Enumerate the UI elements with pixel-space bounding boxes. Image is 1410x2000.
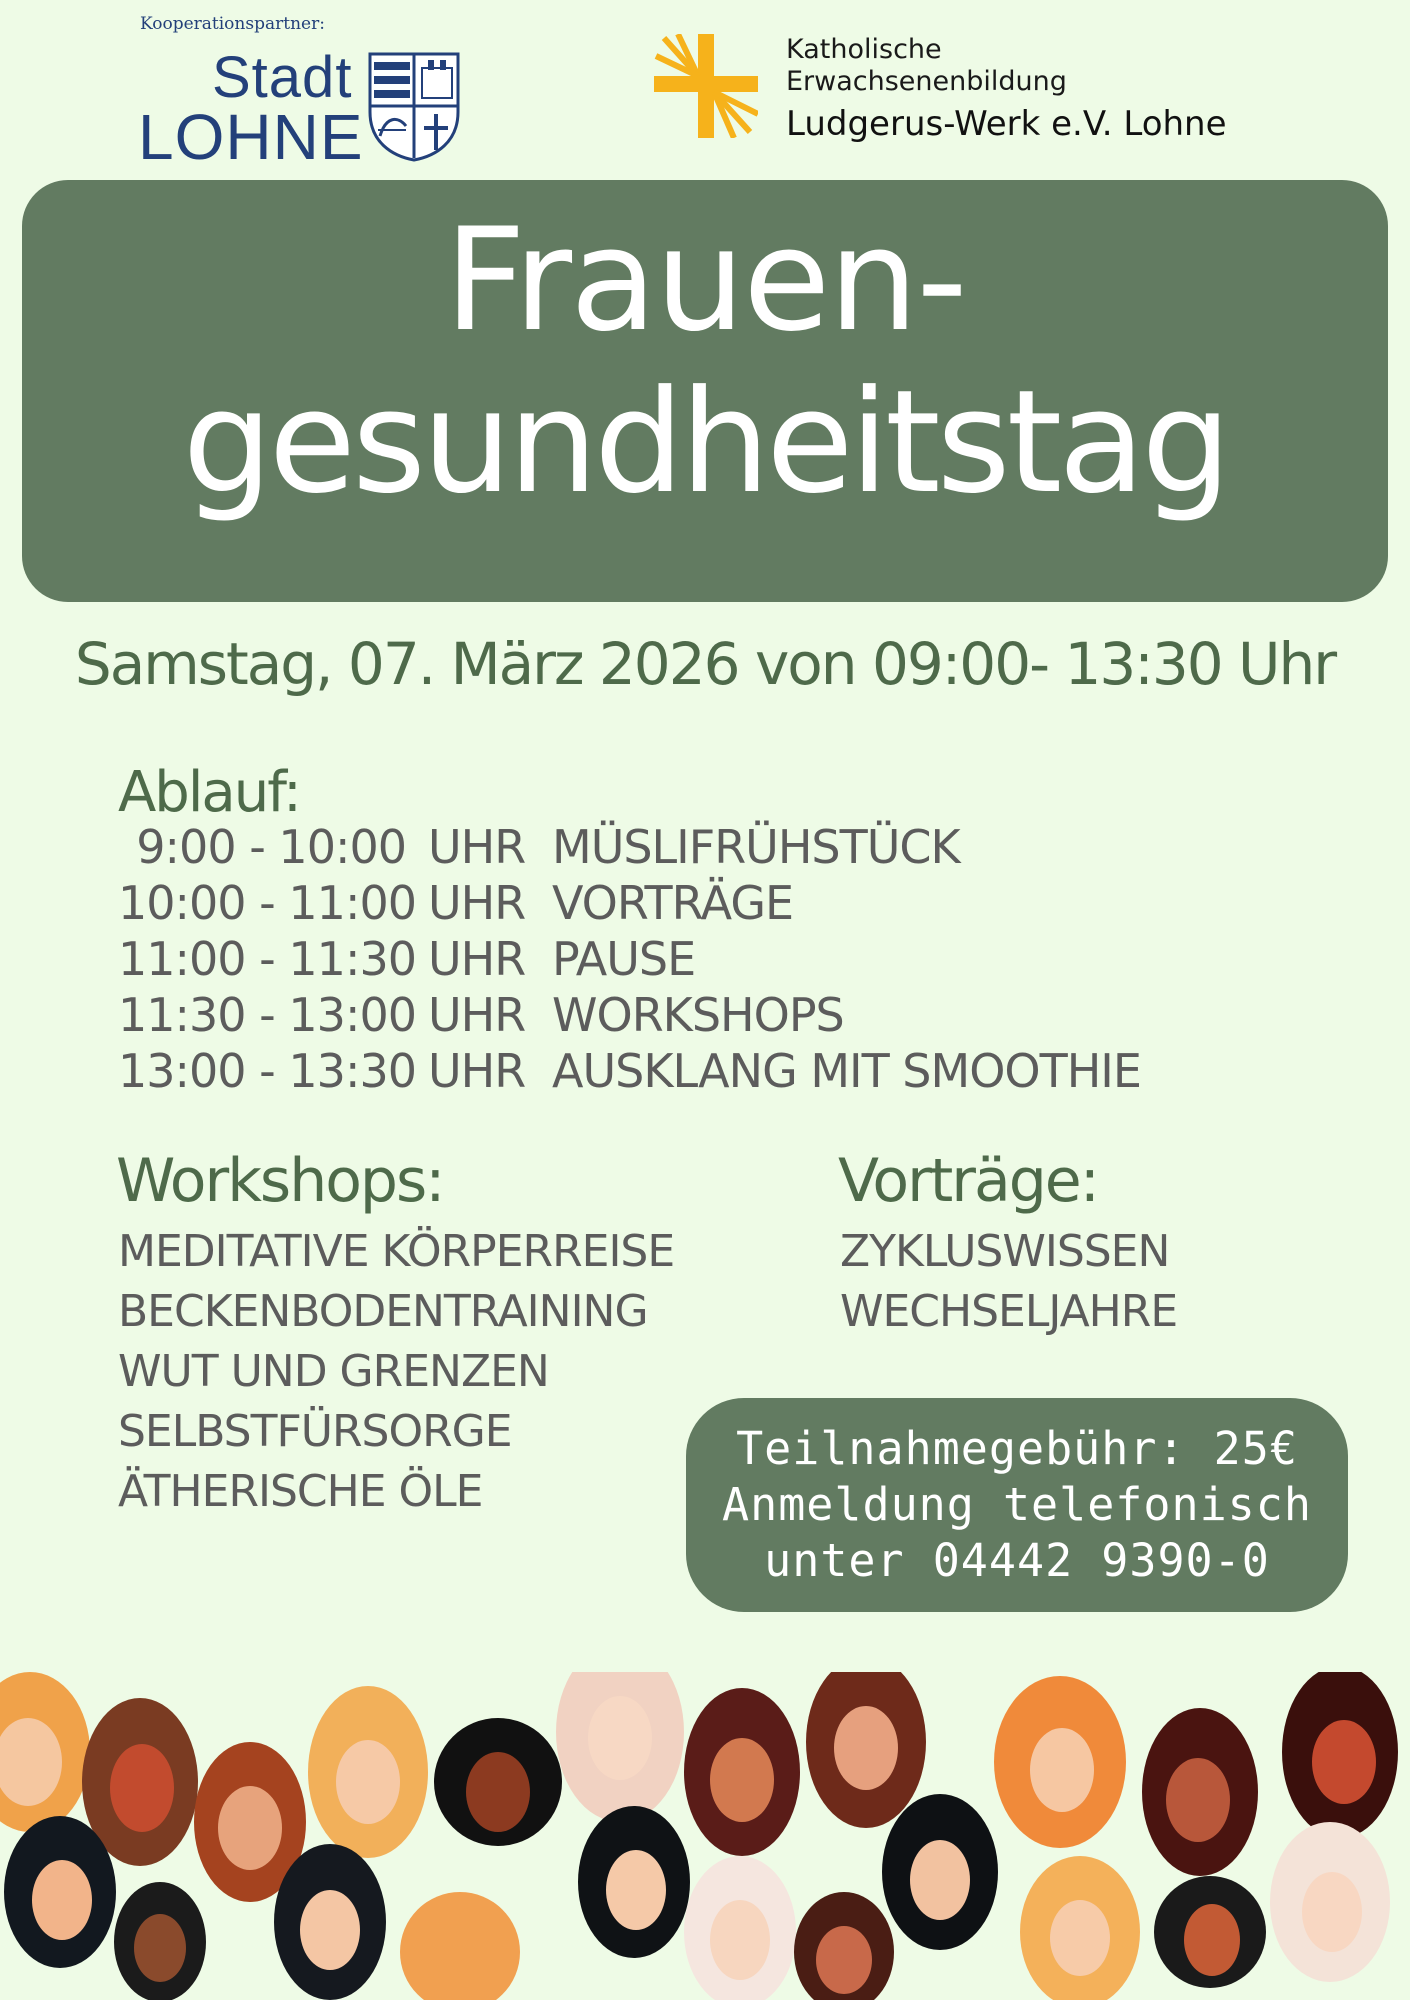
registration-text: Anmeldung telefonisch xyxy=(722,1478,1312,1531)
schedule-heading: Ablauf: xyxy=(118,760,300,825)
schedule-unit: UHR xyxy=(428,932,526,986)
org-name-line-2: Erwachsenenbildung xyxy=(786,66,1067,97)
title-line-1: Frauen- xyxy=(444,198,966,363)
talk-item: ZYKLUSWISSEN xyxy=(840,1226,1170,1277)
schedule-time: 10:00 - 11:00 xyxy=(118,876,416,930)
workshop-item: MEDITATIVE KÖRPERREISE xyxy=(118,1226,675,1277)
talk-item: WECHSELJAHRE xyxy=(840,1286,1178,1337)
city-crest-icon xyxy=(366,50,462,162)
schedule-time: 13:00 - 13:30 xyxy=(118,1044,416,1098)
schedule-unit: UHR xyxy=(428,876,526,930)
schedule-activity: WORKSHOPS xyxy=(552,988,844,1042)
back-row-women xyxy=(0,1672,1398,1902)
phone-text: unter 04442 9390-0 xyxy=(764,1534,1270,1587)
schedule-time: 11:30 - 13:00 xyxy=(118,988,416,1042)
schedule-unit: UHR xyxy=(428,988,526,1042)
org-name-line-1: Katholische xyxy=(786,34,942,65)
workshops-heading: Workshops: xyxy=(116,1146,444,1216)
schedule-time: 11:00 - 11:30 xyxy=(118,932,416,986)
workshop-item: ÄTHERISCHE ÖLE xyxy=(118,1466,483,1517)
city-logo-word-lohne: LOHNE xyxy=(138,101,364,173)
women-group-illustration xyxy=(0,1672,1410,2000)
workshop-item: BECKENBODENTRAINING xyxy=(118,1286,648,1337)
fee-text: Teilnahmegebühr: 25€ xyxy=(736,1422,1298,1475)
org-name-line-3: Ludgerus-Werk e.V. Lohne xyxy=(786,104,1227,144)
registration-info-box xyxy=(686,1398,1348,1612)
schedule-unit: UHR xyxy=(428,820,526,874)
cooperation-label: Kooperationspartner: xyxy=(140,14,325,34)
workshop-item: SELBSTFÜRSORGE xyxy=(118,1406,512,1457)
schedule-activity: AUSKLANG MIT SMOOTHIE xyxy=(552,1044,1141,1098)
city-logo-word-stadt: Stadt xyxy=(212,45,353,110)
title-line-2: gesundheitstag xyxy=(182,360,1228,525)
schedule-activity: PAUSE xyxy=(552,932,696,986)
keb-sun-cross-logo-icon xyxy=(654,34,758,138)
title-banner xyxy=(22,180,1388,602)
schedule-activity: VORTRÄGE xyxy=(552,876,794,930)
schedule-time: 9:00 - 10:00 xyxy=(136,820,406,874)
talks-heading: Vorträge: xyxy=(838,1146,1098,1216)
schedule-activity: MÜSLIFRÜHSTÜCK xyxy=(552,820,960,874)
workshop-item: WUT UND GRENZEN xyxy=(118,1346,549,1397)
event-date: Samstag, 07. März 2026 von 09:00- 13:30 Uhr xyxy=(74,630,1336,698)
schedule-unit: UHR xyxy=(428,1044,526,1098)
